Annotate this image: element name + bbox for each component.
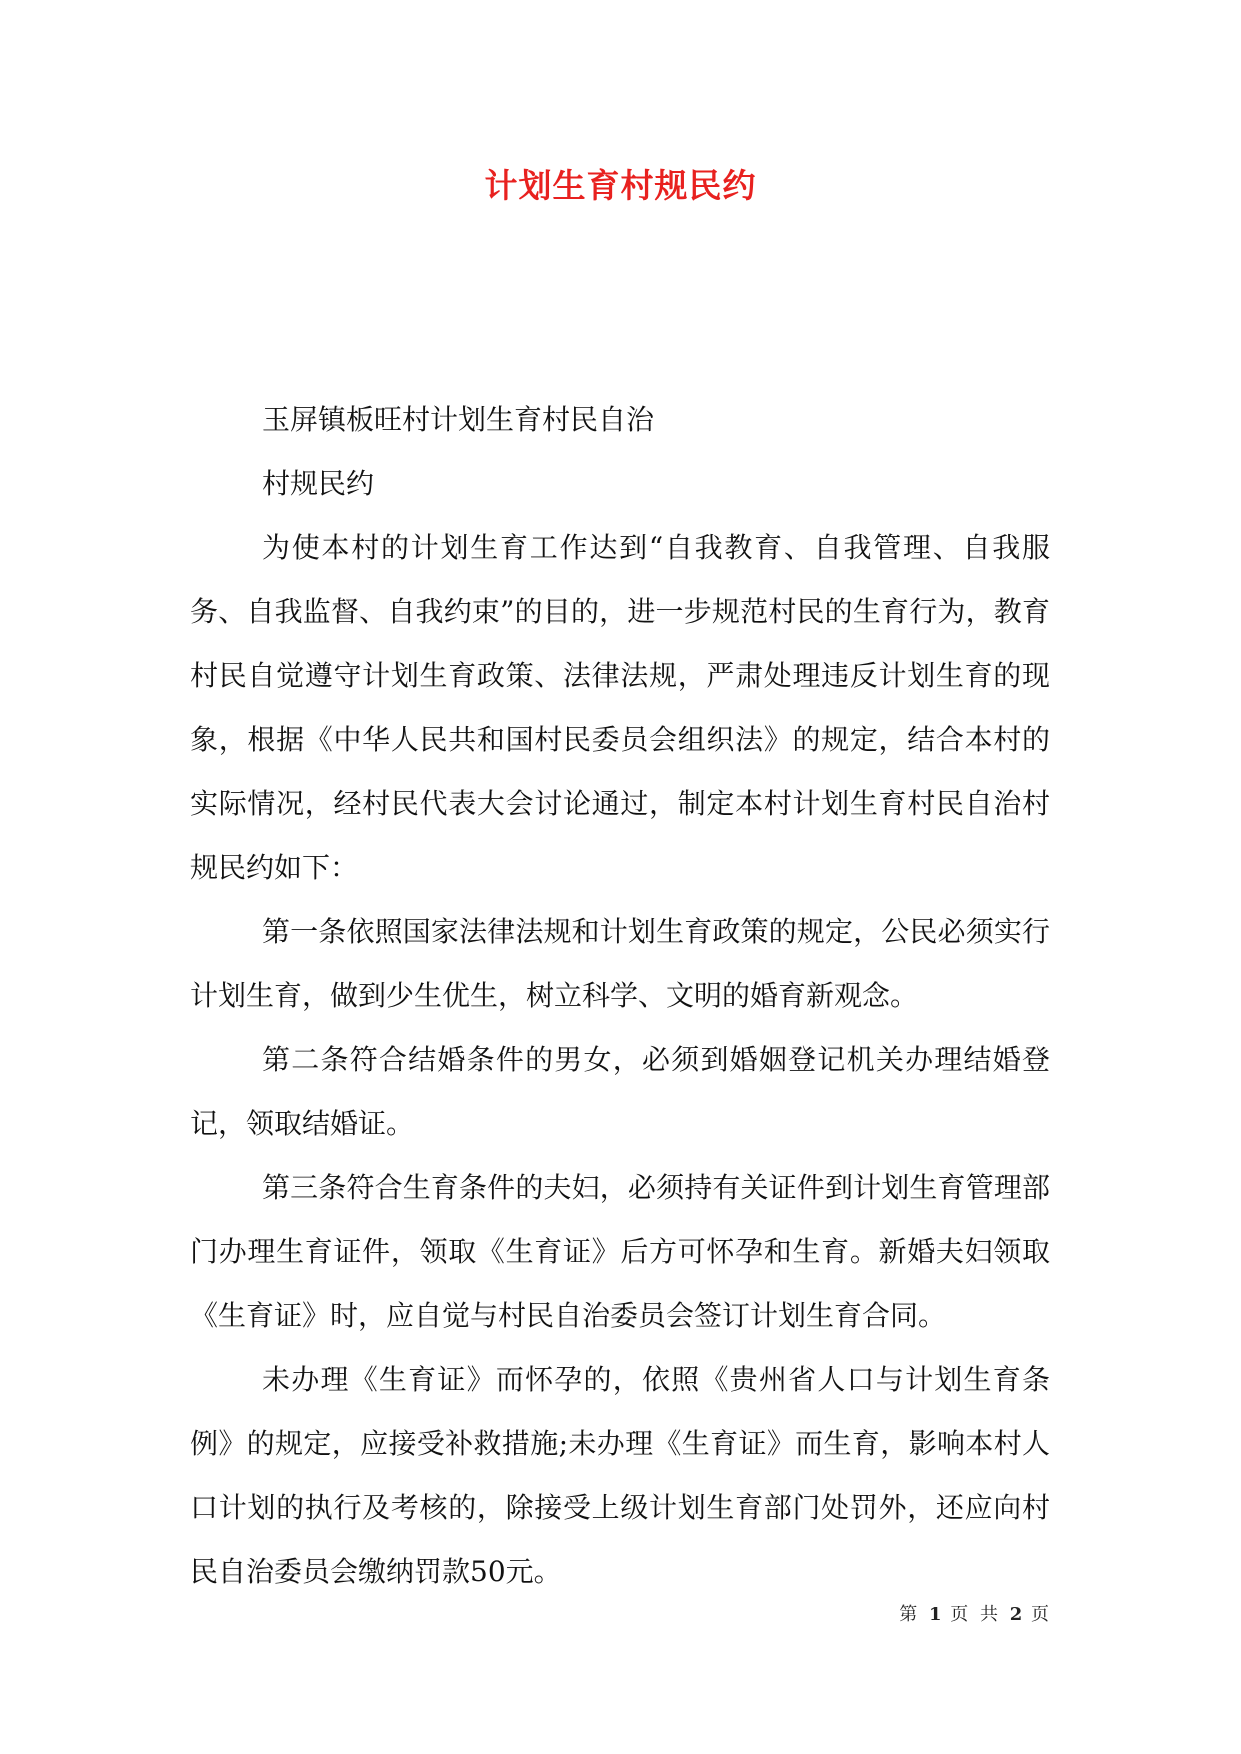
footer-page-suffix: 页 — [1031, 1604, 1052, 1625]
document-title: 计划生育村规民约 — [484, 166, 757, 205]
footer-page-prefix: 第 — [899, 1604, 921, 1625]
paragraph-article-3-penalty: 未办理《生育证》而怀孕的，依照《贵州省人口与计划生育条例》的规定，应接受补救措施;未办理《生育证》而生育，影响本村人口计划的执行及考核的，除接受上级计划生育部门处罚外，还应向村民自治委员会缴纳罚款50元。 — [190, 1363, 1050, 1588]
document-body — [190, 388, 1050, 1604]
paragraph-preamble: 为使本村的计划生育工作达到“自我教育、自我管理、自我服务、自我监督、自我约束”的目的，进一步规范村民的生育行为，教育村民自觉遵守计划生育政策、法律法规，严肃处理违反计划生育的现象，根据《中华人民共和国村民委员会组织法》的规定，结合本村的实际情况，经村民代表大会讨论通过，制定本村计划生育村民自治村规民约如下： — [190, 531, 1050, 884]
paragraph-subtitle-2: 村规民约 — [262, 467, 375, 500]
paragraph-article-3: 第三条符合生育条件的夫妇，必须持有关证件到计划生育管理部门办理生育证件，领取《生育证》后方可怀孕和生育。新婚夫妇领取《生育证》时，应自觉与村民自治委员会签订计划生育合同。 — [190, 1171, 1050, 1332]
footer-total-pages: 2 — [1009, 1604, 1023, 1625]
paragraph-article-2: 第二条符合结婚条件的男女，必须到婚姻登记机关办理结婚登记，领取结婚证。 — [190, 1043, 1050, 1140]
footer-current-page: 1 — [929, 1604, 942, 1625]
footer-page-mid: 页 共 — [950, 1604, 1001, 1625]
paragraph-subtitle-1: 玉屏镇板旺村计划生育村民自治 — [262, 403, 655, 436]
paragraph-article-1: 第一条依照国家法律法规和计划生育政策的规定，公民必须实行计划生育，做到少生优生，树立科学、文明的婚育新观念。 — [190, 915, 1050, 1012]
page-footer — [0, 1600, 1052, 1626]
